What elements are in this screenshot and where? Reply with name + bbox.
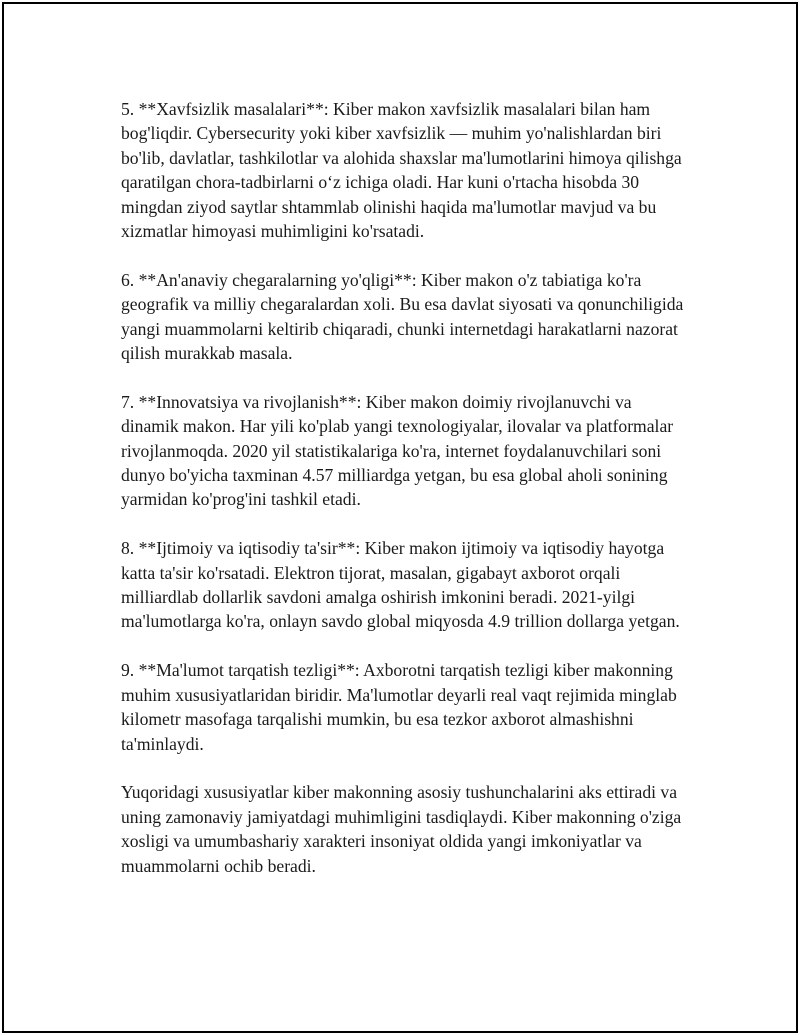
paragraph-social-economic: 8. **Ijtimoiy va iqtisodiy ta'sir**: Kiber makon ijtimoiy va iqtisodiy hayotga katta ta'sir ko'rsatadi. Elektron tijorat, masalan, gigabayt axborot orqali milliardlab dollarlik savdoni amalga oshirish imkonini beradi. 2021-yilgi ma'lumotlarga ko'ra, onlayn savdo global miqyosda 4.9 trillion dollarga yetgan. [121,538,680,632]
paragraph-conclusion: Yuqoridagi xususiyatlar kiber makonning asosiy tushunchalarini aks ettiradi va uning zamonaviy jamiyatdagi muhimligini tasdiqlaydi. Kiber makonning o'ziga xosligi va umumbashariy xarakteri insoniyat oldida yangi imkoniyatlar va muammolarni ochib beradi. [121,782,682,876]
page-frame [2,2,798,1033]
paragraph-security: 5. **Xavfsizlik masalalari**: Kiber makon xavfsizlik masalalari bilan ham bog'liqdir. Cybersecurity yoki kiber xavfsizlik — muhim yo'nalishlardan biri bo'lib, davlatlar, tashkilotlar va alohida shaxslar ma'lumotlarini himoya qilishga qaratilgan chora-tadbirlarni o‘z ichiga oladi. Har kuni o'rtacha hisobda 30 mingdan ziyod saytlar shtammlab olinishi haqida ma'lumotlar mavjud va bu xizmatlar himoyasi muhimligini ko'rsatadi. [121,99,682,242]
paragraph-innovation: 7. **Innovatsiya va rivojlanish**: Kiber makon doimiy rivojlanuvchi va dinamik makon. Har yili ko'plab yangi texnologiyalar, ilovalar va platformalar rivojlanmoqda. 2020 yil statistikalariga ko'ra, internet foydalanuvchilari soni dunyo bo'yicha taxminan 4.57 milliardga yetgan, bu esa global aholi sonining yarmidan ko'prog'ini tashkil etadi. [121,391,674,510]
paragraph-no-borders: 6. **An'anaviy chegaralarning yo'qligi**: Kiber makon o'z tabiatiga ko'ra geografik va milliy chegaralardan xoli. Bu esa davlat siyosati va qonunchiligida yangi muammolarni keltirib chiqaradi, chunki internetdagi harakatlarni nazorat qilish murakkab masala. [121,269,684,364]
paragraph-info-speed: 9. **Ma'lumot tarqatish tezligi**: Axborotni tarqatish tezligi kiber makonning muhim xususiyatlaridan biridir. Ma'lumotlar deyarli real vaqt rejimida minglab kilometr masofaga tarqalishi mumkin, bu esa tezkor axborot almashishni ta'minlaydi. [121,660,677,754]
document-body [121,97,693,902]
